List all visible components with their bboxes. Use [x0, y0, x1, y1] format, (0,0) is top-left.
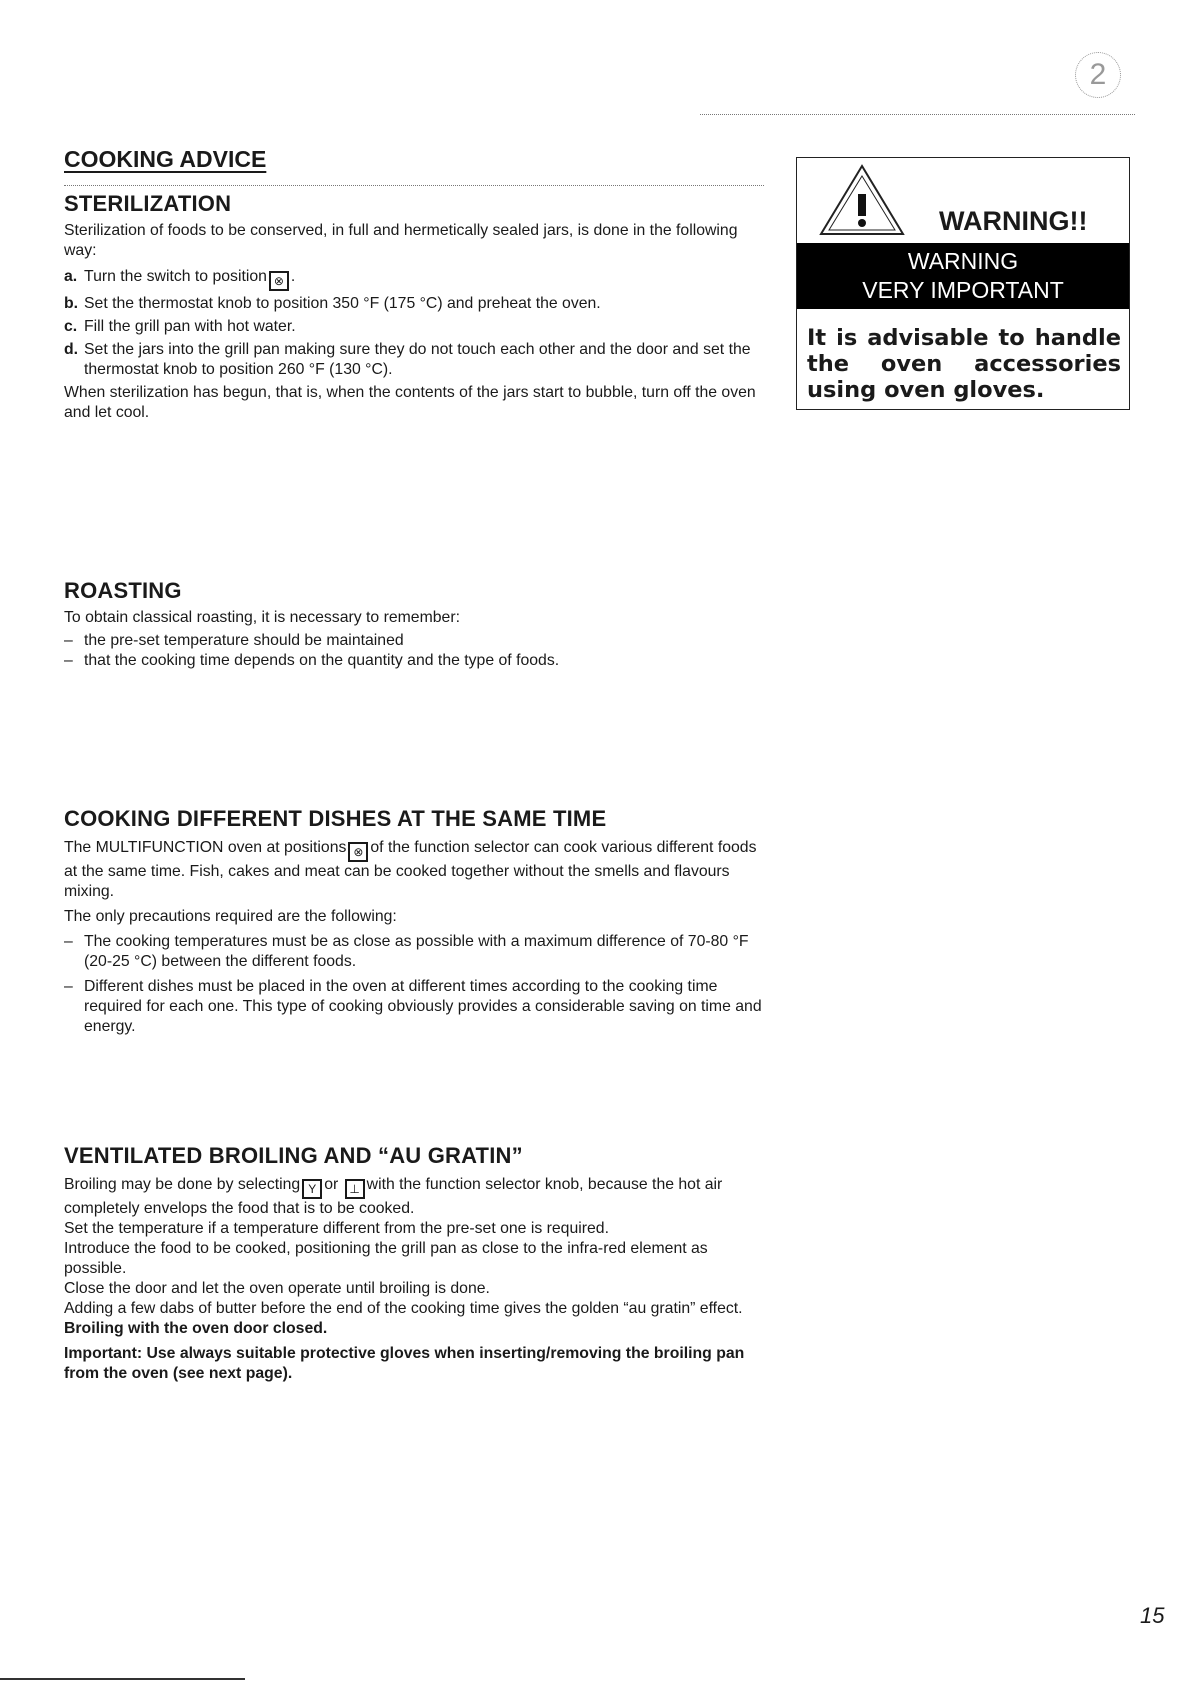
warning-band: WARNING VERY IMPORTANT: [797, 243, 1129, 309]
different-dishes-section: [64, 806, 764, 1037]
fan-grill-icon: Y: [302, 1179, 322, 1199]
warning-box: [796, 157, 1130, 410]
page-title: COOKING ADVICE: [64, 146, 267, 172]
broiling-p2: Set the temperature if a temperature different from the pre-set one is required.: [64, 1220, 609, 1237]
fan-oven-icon: ⊗: [269, 271, 289, 291]
chapter-badge: 2: [1075, 52, 1121, 98]
fan-oven-icon: ⊗: [348, 842, 368, 862]
warning-triangle-icon: [817, 162, 907, 238]
step-b: b. Set the thermostat knob to position 350 °F (175 °C) and preheat the oven.: [64, 295, 601, 312]
sterilization-outro: When sterilization has begun, that is, when the contents of the jars start to bubble, turn off the oven and let cool.: [64, 384, 756, 421]
list-item: – the pre-set temperature should be maintained: [64, 632, 404, 649]
different-dishes-p2: The only precautions required are the following:: [64, 908, 397, 925]
header-rule: [700, 114, 1135, 115]
different-dishes-heading: COOKING DIFFERENT DISHES AT THE SAME TIME: [64, 806, 607, 831]
footer-rule: [0, 1678, 245, 1680]
list-item: – that the cooking time depends on the quantity and the type of foods.: [64, 652, 560, 669]
different-dishes-p1: The MULTIFUNCTION oven at positions ⊗ of the function selector can cook various different foods at the same time. Fish, cakes and meat can be cooked together without the smells and flavours mixing.: [64, 839, 757, 900]
broiling-section: [64, 1143, 764, 1384]
broiling-p6: Broiling with the oven door closed.: [64, 1320, 328, 1337]
warning-text: It is advisable to handle the oven accessories using oven gloves.: [807, 325, 1121, 403]
list-item: – The cooking temperatures must be as close as possible with a maximum difference of 70-80 °F (20-25 °C) between the different foods.: [64, 933, 749, 970]
warning-header: [797, 158, 1129, 243]
broiling-p1: Broiling may be done by selecting Y or ⊥ with the function selector knob, because the hot air completely envelops the food that is to be cooked.: [64, 1176, 723, 1217]
sterilization-section: [64, 191, 764, 423]
step-a: a. Turn the switch to position ⊗ .: [64, 267, 764, 291]
broiling-p5: Adding a few dabs of butter before the end of the cooking time gives the golden “au gratin” effect.: [64, 1300, 743, 1317]
step-c: c. Fill the grill pan with hot water.: [64, 318, 296, 335]
title-rule: [64, 185, 764, 186]
roasting-intro: To obtain classical roasting, it is necessary to remember:: [64, 609, 460, 626]
grill-icon: ⊥: [345, 1179, 365, 1199]
broiling-p3: Introduce the food to be cooked, positioning the grill pan as close to the infra-red element as possible.: [64, 1240, 708, 1277]
page-number: 15: [1140, 1603, 1165, 1628]
warning-title: WARNING!!: [939, 206, 1088, 236]
roasting-section: [64, 578, 764, 671]
broiling-important: Important: Use always suitable protective gloves when inserting/removing the broiling pan from the oven (see next page).: [64, 1345, 745, 1382]
step-d: d. Set the jars into the grill pan making sure they do not touch each other and the door and set the thermostat knob to position 260 °F (130 °C).: [64, 341, 751, 378]
broiling-p4: Close the door and let the oven operate until broiling is done.: [64, 1280, 490, 1297]
list-item: – Different dishes must be placed in the oven at different times according to the cooking time required for each one. This type of cooking obviously provides a considerable saving on time and energy.: [64, 978, 762, 1035]
sterilization-heading: STERILIZATION: [64, 191, 232, 216]
broiling-heading: VENTILATED BROILING AND “AU GRATIN”: [64, 1143, 523, 1168]
roasting-heading: ROASTING: [64, 578, 182, 603]
sterilization-intro: Sterilization of foods to be conserved, in full and hermetically sealed jars, is done in the following way:: [64, 222, 738, 259]
